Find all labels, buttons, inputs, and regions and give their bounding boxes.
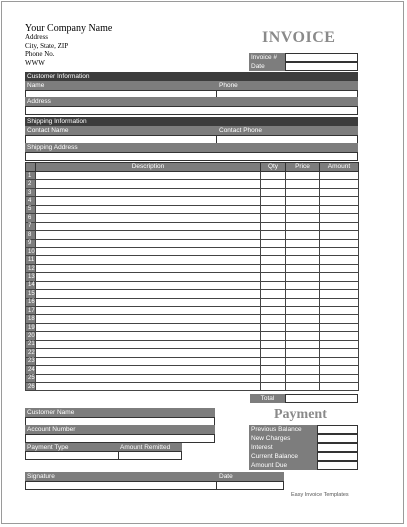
row-number-header [26,163,36,172]
qty-cell[interactable] [261,264,286,272]
qty-cell[interactable] [261,239,286,247]
company-www: WWW [25,58,45,67]
row-number: 6 [26,214,36,222]
row-number: 26 [26,382,36,390]
price-cell[interactable] [286,180,320,188]
price-cell[interactable] [286,273,320,281]
qty-cell[interactable] [261,366,286,374]
price-cell[interactable] [286,340,320,348]
description-cell[interactable] [36,247,261,255]
invoice-number-label: Invoice # [249,53,285,62]
table-row [26,188,359,196]
remit-account-number-label: Account Number [25,425,215,434]
price-cell[interactable] [286,231,320,239]
line-items-body [26,172,359,391]
payment-row-label: New Charges [249,434,317,443]
qty-cell[interactable] [261,172,286,180]
amount-cell[interactable] [320,307,359,315]
description-cell[interactable] [36,256,261,264]
payment-type-field[interactable] [25,451,119,460]
remit-account-number-field[interactable] [25,434,215,443]
table-row [26,307,359,315]
description-cell[interactable] [36,298,261,306]
description-cell[interactable] [36,205,261,213]
row-number: 9 [26,239,36,247]
table-row [26,273,359,281]
price-cell[interactable] [286,247,320,255]
row-number: 13 [26,273,36,281]
amount-cell[interactable] [320,247,359,255]
price-cell[interactable] [286,382,320,390]
row-number: 14 [26,281,36,289]
amount-cell[interactable] [320,315,359,323]
amount-cell[interactable] [320,180,359,188]
row-number: 20 [26,332,36,340]
table-row [26,340,359,348]
row-number: 4 [26,197,36,205]
payment-row-label: Interest [249,443,317,452]
row-number: 23 [26,357,36,365]
signature-date-label: Date [217,472,284,481]
price-cell[interactable] [286,315,320,323]
row-number: 7 [26,222,36,230]
price-cell[interactable] [286,188,320,196]
amount-cell[interactable] [320,323,359,331]
description-cell[interactable] [36,239,261,247]
signature-date-field[interactable] [216,481,284,490]
table-row [26,382,359,390]
qty-cell[interactable] [261,273,286,281]
qty-cell[interactable] [261,231,286,239]
amount-cell[interactable] [320,256,359,264]
description-cell[interactable] [36,197,261,205]
row-number: 24 [26,366,36,374]
table-row [26,298,359,306]
qty-cell[interactable] [261,281,286,289]
table-row [26,357,359,365]
qty-cell[interactable] [261,256,286,264]
amount-cell[interactable] [320,374,359,382]
amount-cell[interactable] [320,222,359,230]
description-cell[interactable] [36,281,261,289]
qty-cell[interactable] [261,180,286,188]
description-cell[interactable] [36,222,261,230]
signature-field[interactable] [25,481,217,490]
table-row [26,222,359,230]
description-cell[interactable] [36,290,261,298]
price-cell[interactable] [286,349,320,357]
payment-row-field[interactable] [317,434,358,443]
row-number: 10 [26,247,36,255]
shipping-contact-name-label: Contact Name [25,126,217,135]
table-row [26,205,359,213]
description-cell[interactable] [36,366,261,374]
description-cell[interactable] [36,374,261,382]
table-row [26,374,359,382]
price-cell[interactable] [286,332,320,340]
price-cell[interactable] [286,214,320,222]
description-cell[interactable] [36,349,261,357]
description-cell[interactable] [36,307,261,315]
table-row [26,197,359,205]
description-cell[interactable] [36,382,261,390]
payment-type-label: Payment Type [25,443,118,452]
price-cell[interactable] [286,323,320,331]
payment-title: Payment [274,407,327,422]
line-items-header-row [26,163,359,172]
qty-cell[interactable] [261,374,286,382]
footer-credit: Easy Invoice Templates [291,492,349,498]
customer-address-field[interactable] [25,106,358,115]
amount-cell[interactable] [320,214,359,222]
description-cell[interactable] [36,180,261,188]
table-row [26,256,359,264]
customer-address-label: Address [25,97,358,106]
row-number: 2 [26,180,36,188]
amount-cell[interactable] [320,340,359,348]
price-cell[interactable] [286,366,320,374]
total-label: Total [250,394,285,403]
table-row [26,239,359,247]
description-cell[interactable] [36,231,261,239]
company-address: Address [25,33,48,41]
table-row [26,349,359,357]
price-cell[interactable] [286,290,320,298]
amount-header: Amount [320,163,359,172]
row-number: 8 [26,231,36,239]
description-cell[interactable] [36,214,261,222]
row-number: 16 [26,298,36,306]
company-name: Your Company Name [25,23,113,34]
qty-cell[interactable] [261,188,286,196]
qty-cell[interactable] [261,382,286,390]
price-cell[interactable] [286,374,320,382]
qty-cell[interactable] [261,323,286,331]
shipping-info-header: Shipping Information [25,117,358,126]
description-cell[interactable] [36,172,261,180]
price-header: Price [286,163,320,172]
date-field[interactable] [285,62,358,71]
qty-cell[interactable] [261,349,286,357]
table-row [26,315,359,323]
qty-cell[interactable] [261,307,286,315]
qty-cell[interactable] [261,290,286,298]
row-number: 19 [26,323,36,331]
row-number: 18 [26,315,36,323]
shipping-contact-phone-label: Contact Phone [217,126,358,135]
amount-cell[interactable] [320,357,359,365]
customer-phone-label: Phone [217,81,358,90]
company-city: City, State, ZIP [25,41,69,50]
shipping-address-field[interactable] [25,152,358,161]
qty-cell[interactable] [261,315,286,323]
amount-cell[interactable] [320,349,359,357]
line-items-table [25,162,359,391]
price-cell[interactable] [286,307,320,315]
row-number: 22 [26,349,36,357]
qty-cell[interactable] [261,357,286,365]
price-cell[interactable] [286,239,320,247]
amount-cell[interactable] [320,205,359,213]
description-header: Description [36,163,261,172]
row-number: 25 [26,374,36,382]
description-cell[interactable] [36,332,261,340]
amount-cell[interactable] [320,382,359,390]
payment-row-label: Current Balance [249,452,317,461]
row-number: 12 [26,264,36,272]
price-cell[interactable] [286,281,320,289]
row-number: 17 [26,307,36,315]
table-row [26,290,359,298]
payment-row-label: Previous Balance [249,425,317,434]
qty-header: Qty [261,163,286,172]
description-cell[interactable] [36,340,261,348]
description-cell[interactable] [36,264,261,272]
description-cell[interactable] [36,315,261,323]
payment-row-field[interactable] [317,443,358,452]
amount-cell[interactable] [320,366,359,374]
table-row [26,281,359,289]
table-row [26,214,359,222]
table-row [26,231,359,239]
amount-cell[interactable] [320,172,359,180]
row-number: 3 [26,188,36,196]
row-number: 5 [26,205,36,213]
price-cell[interactable] [286,172,320,180]
remit-customer-name-label: Customer Name [25,408,215,417]
description-cell[interactable] [36,357,261,365]
amount-cell[interactable] [320,197,359,205]
row-number: 11 [26,256,36,264]
qty-cell[interactable] [261,340,286,348]
description-cell[interactable] [36,323,261,331]
amount-remitted-label: Amount Remitted [118,443,182,452]
amount-cell[interactable] [320,239,359,247]
table-row [26,264,359,272]
amount-cell[interactable] [320,281,359,289]
qty-cell[interactable] [261,197,286,205]
price-cell[interactable] [286,222,320,230]
price-cell[interactable] [286,264,320,272]
payment-row-field[interactable] [317,452,358,461]
invoice-title: INVOICE [262,29,336,46]
row-number: 15 [26,290,36,298]
amount-cell[interactable] [320,332,359,340]
invoice-number-field[interactable] [285,53,358,62]
date-label: Date [249,62,285,71]
price-cell[interactable] [286,256,320,264]
company-block [25,24,112,67]
amount-cell[interactable] [320,298,359,306]
payment-row-field[interactable] [317,461,358,470]
amount-cell[interactable] [320,273,359,281]
table-row [26,172,359,180]
row-number: 21 [26,340,36,348]
total-field[interactable] [285,394,358,403]
qty-cell[interactable] [261,205,286,213]
table-row [26,180,359,188]
qty-cell[interactable] [261,222,286,230]
qty-cell[interactable] [261,247,286,255]
price-cell[interactable] [286,205,320,213]
qty-cell[interactable] [261,298,286,306]
amount-remitted-field[interactable] [118,451,182,460]
amount-cell[interactable] [320,188,359,196]
qty-cell[interactable] [261,332,286,340]
price-cell[interactable] [286,357,320,365]
payment-row-label: Amount Due [249,461,317,470]
description-cell[interactable] [36,188,261,196]
qty-cell[interactable] [261,214,286,222]
signature-label: Signature [25,472,217,481]
price-cell[interactable] [286,197,320,205]
payment-row-field[interactable] [317,425,358,434]
customer-name-label: Name [25,81,217,90]
amount-cell[interactable] [320,231,359,239]
table-row [26,247,359,255]
shipping-address-label: Shipping Address [25,143,358,152]
company-phone: Phone No. [25,50,55,58]
row-number: 1 [26,172,36,180]
amount-cell[interactable] [320,264,359,272]
price-cell[interactable] [286,298,320,306]
customer-info-header: Customer Information [25,72,358,81]
table-row [26,366,359,374]
description-cell[interactable] [36,273,261,281]
table-row [26,323,359,331]
table-row [26,332,359,340]
amount-cell[interactable] [320,290,359,298]
